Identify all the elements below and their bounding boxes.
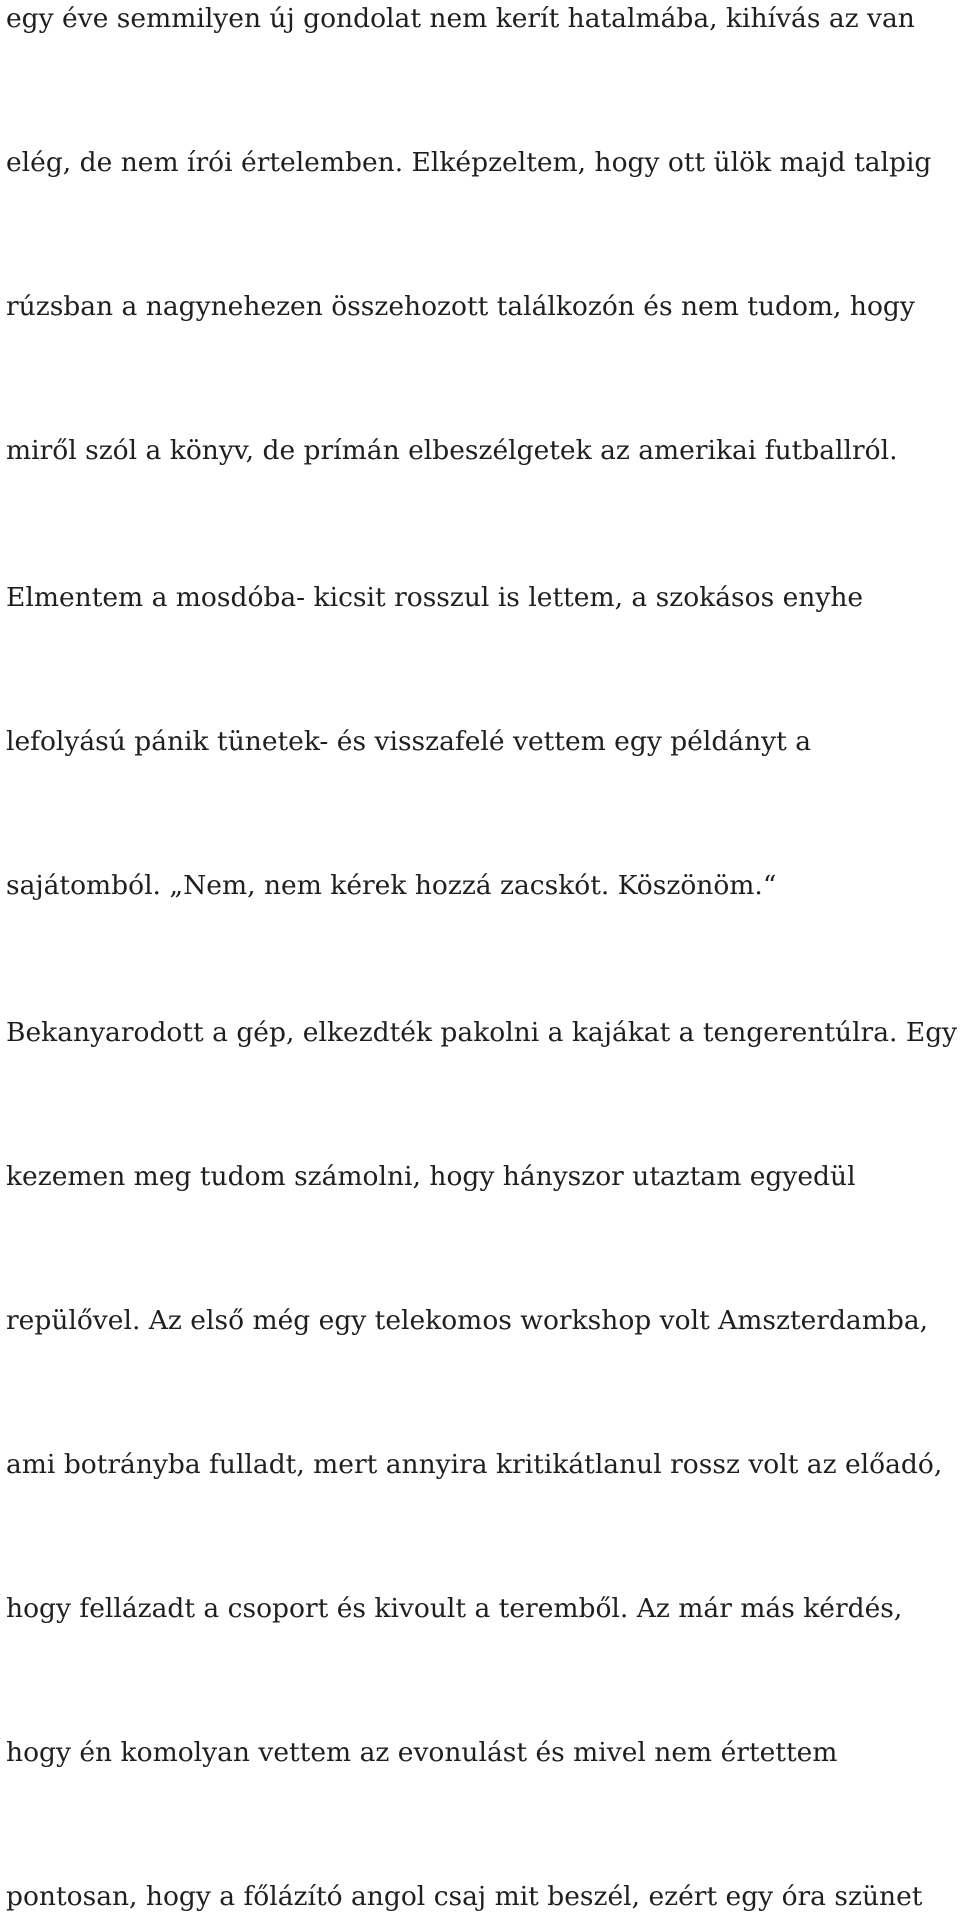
text-line: lefolyású pánik tünetek- és visszafelé vettem egy példányt a (6, 726, 812, 757)
text-line: rúzsban a nagynehezen összehozott találkozón és nem tudom, hogy (6, 291, 915, 322)
text-line: repülővel. Az első még egy telekomos workshop volt Amszterdamba, (6, 1305, 929, 1336)
text-line: kezemen meg tudom számolni, hogy hányszor utaztam egyedül (6, 1161, 856, 1192)
text-line: hogy fellázadt a csoport és kivoult a teremből. Az már más kérdés, (6, 1593, 903, 1624)
text-line: elég, de nem írói értelemben. Elképzeltem, hogy ott ülök majd talpig (6, 147, 932, 178)
text-line: hogy én komolyan vettem az evonulást és mivel nem értettem (6, 1737, 838, 1768)
text-line: ami botrányba fulladt, mert annyira kritikátlanul rossz volt az előadó, (6, 1449, 943, 1480)
text-line: miről szól a könyv, de prímán elbeszélgetek az amerikai futballról. (6, 435, 898, 466)
text-line: sajátomból. „Nem, nem kérek hozzá zacskót. Köszönöm.“ (6, 870, 777, 901)
text-line: Elmentem a mosdóba- kicsit rosszul is lettem, a szokásos enyhe (6, 582, 864, 613)
text-line: egy éve semmilyen új gondolat nem kerít hatalmába, kihívás az van (6, 3, 915, 34)
text-line: Bekanyarodott a gép, elkezdték pakolni a kajákat a tengerentúlra. Egy (6, 1017, 958, 1048)
text-line: pontosan, hogy a főlázító angol csaj mit beszél, ezért egy óra szünet (6, 1881, 923, 1912)
